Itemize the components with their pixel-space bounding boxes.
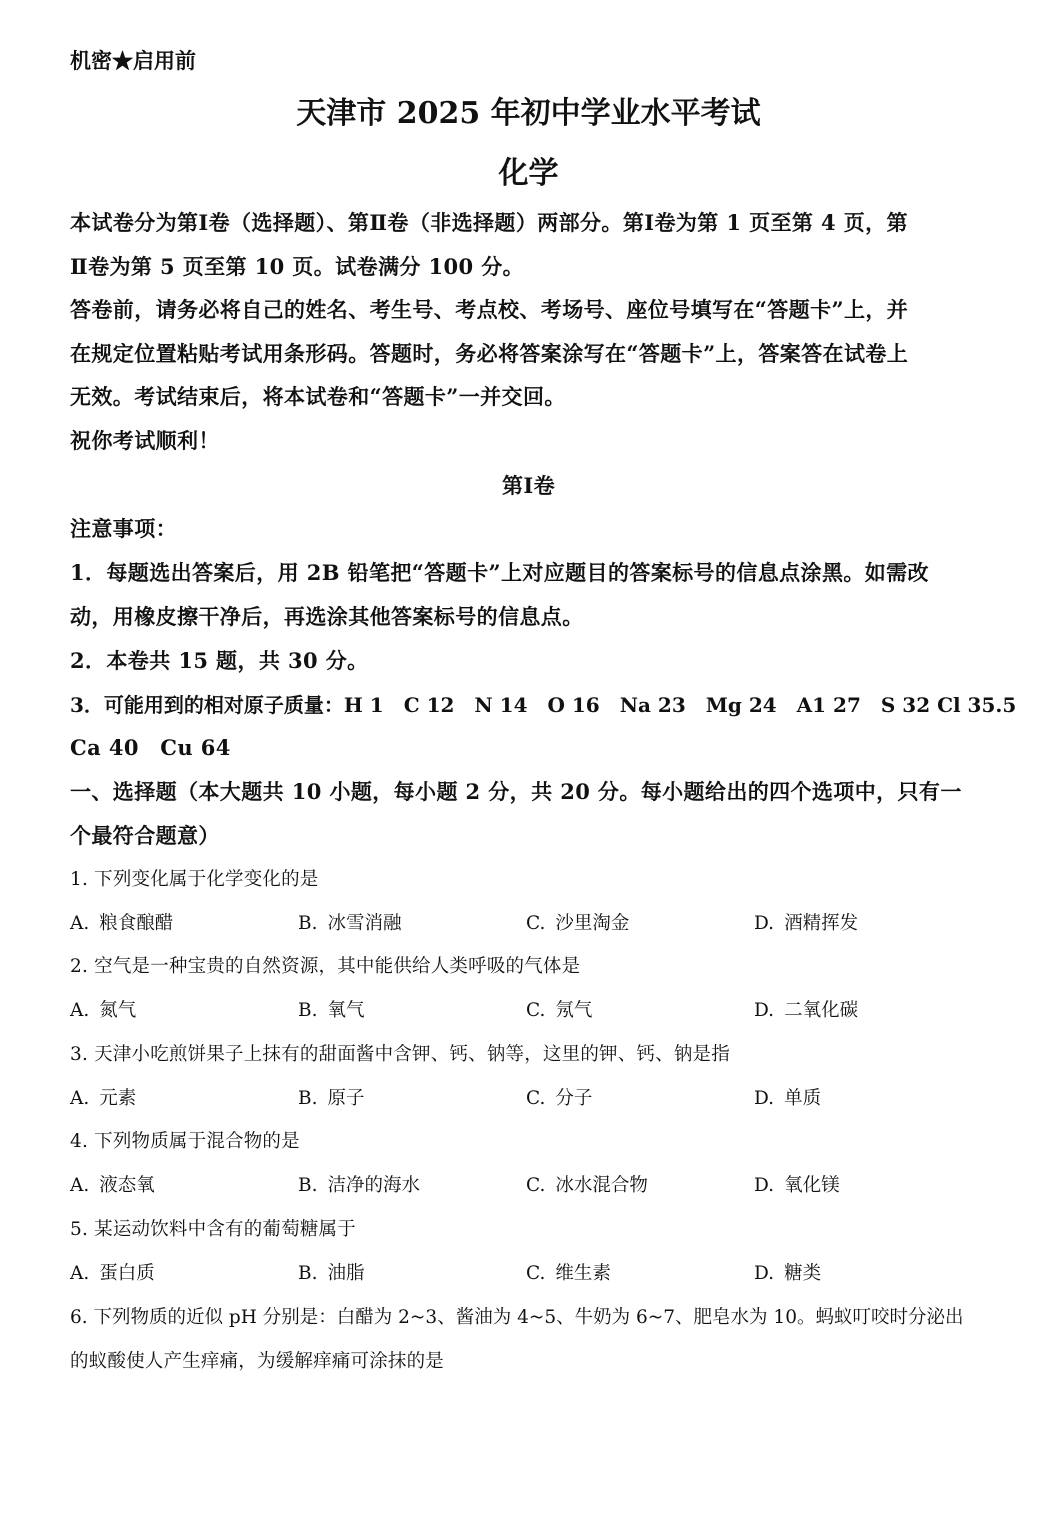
- intro-line: 答卷前，请务必将自己的姓名、考生号、考点校、考场号、座位号填写在“答题卡”上，并: [70, 297, 909, 322]
- option-letter: B.: [298, 1000, 318, 1021]
- option-text: 蛋白质: [99, 1263, 155, 1284]
- option-letter: A.: [70, 1175, 90, 1196]
- option-text: 油脂: [327, 1263, 365, 1284]
- intro-line: Ⅱ卷为第 5 页至第 10 页。试卷满分 100 分。: [70, 254, 525, 279]
- option-text: 氮气: [99, 1000, 137, 1021]
- option-text: 原子: [327, 1088, 365, 1109]
- option-b: [298, 1174, 420, 1198]
- part-title: 个最符合题意）: [70, 823, 220, 848]
- option-letter: B.: [298, 1088, 318, 1109]
- option-text: 酒精挥发: [784, 913, 859, 934]
- note-line: Ca 40 Cu 64: [70, 735, 231, 760]
- option-letter: A.: [70, 1000, 90, 1021]
- option-a: [70, 999, 136, 1023]
- option-letter: D.: [754, 1263, 775, 1284]
- question-stem: 2. 空气是一种宝贵的自然资源，其中能供给人类呼吸的气体是: [70, 956, 581, 977]
- option-d: [754, 912, 858, 936]
- note-line: 3．可能用到的相对原子质量：H 1 C 12 N 14 O 16 Na 23 Mg 24 A1 27 S 32 Cl 35.5: [70, 693, 1017, 717]
- option-letter: A.: [70, 913, 90, 934]
- option-text: 洁净的海水: [327, 1175, 420, 1196]
- question-stem: 3. 天津小吃煎饼果子上抹有的甜面酱中含钾、钙、钠等，这里的钾、钙、钠是指: [70, 1044, 730, 1065]
- note-line: 2．本卷共 15 题，共 30 分。: [70, 648, 369, 673]
- intro-line: 无效。考试结束后，将本试卷和“答题卡”一并交回。: [70, 384, 566, 409]
- exam-title: 天津市 2025 年初中学业水平考试: [296, 96, 761, 131]
- section-heading: 第Ⅰ卷: [501, 473, 556, 498]
- option-letter: D.: [754, 1175, 775, 1196]
- option-letter: D.: [754, 913, 775, 934]
- option-c: [526, 1087, 592, 1111]
- question-stem-continued: 的蚁酸使人产生痒痛，为缓解痒痛可涂抹的是: [70, 1351, 445, 1372]
- confidential-label: 机密★启用前: [70, 48, 196, 73]
- option-text: 氖气: [555, 1000, 593, 1021]
- option-b: [298, 1262, 365, 1286]
- option-letter: A.: [70, 1263, 90, 1284]
- intro-line: 在规定位置粘贴考试用条形码。答题时，务必将答案涂写在“答题卡”上，答案答在试卷上: [70, 341, 909, 366]
- option-c: [526, 999, 592, 1023]
- part-title: 一、选择题（本大题共 10 小题，每小题 2 分，共 20 分。每小题给出的四个选项中，只有一: [70, 779, 962, 804]
- option-letter: C.: [526, 1175, 546, 1196]
- option-a: [70, 1262, 155, 1286]
- note-line: 动，用橡皮擦干净后，再选涂其他答案标号的信息点。: [70, 604, 584, 629]
- option-d: [754, 1087, 821, 1111]
- option-letter: C.: [526, 1263, 546, 1284]
- option-c: [526, 912, 629, 936]
- subject-title: 化学: [498, 156, 559, 191]
- option-b: [298, 1087, 365, 1111]
- option-d: [754, 1174, 840, 1198]
- question-stem: 6. 下列物质的近似 pH 分别是：白醋为 2~3、酱油为 4~5、牛奶为 6~7、肥皂水为 10。蚂蚁叮咬时分泌出: [70, 1307, 964, 1328]
- option-c: [526, 1174, 648, 1198]
- notes-title: 注意事项：: [70, 516, 177, 541]
- note-line: 1．每题选出答案后，用 2B 铅笔把“答题卡”上对应题目的答案标号的信息点涂黑。如需改: [70, 560, 929, 585]
- option-text: 沙里淘金: [555, 913, 630, 934]
- option-letter: B.: [298, 1263, 318, 1284]
- question-stem: 1. 下列变化属于化学变化的是: [70, 869, 319, 890]
- option-text: 粮食酿醋: [99, 913, 174, 934]
- option-letter: C.: [526, 913, 546, 934]
- option-text: 单质: [784, 1088, 822, 1109]
- option-letter: B.: [298, 913, 318, 934]
- option-text: 氧化镁: [784, 1175, 840, 1196]
- option-letter: C.: [526, 1088, 546, 1109]
- option-text: 糖类: [784, 1263, 822, 1284]
- good-luck-line: 祝你考试顺利！: [70, 428, 220, 453]
- option-b: [298, 912, 402, 936]
- intro-line: 本试卷分为第Ⅰ卷（选择题）、第Ⅱ卷（非选择题）两部分。第Ⅰ卷为第 1 页至第 4 页，第: [70, 210, 908, 235]
- option-d: [754, 999, 858, 1023]
- question-stem: 5. 某运动饮料中含有的葡萄糖属于: [70, 1219, 356, 1240]
- option-letter: B.: [298, 1175, 318, 1196]
- option-letter: D.: [754, 1000, 775, 1021]
- option-b: [298, 999, 365, 1023]
- option-text: 维生素: [555, 1263, 611, 1284]
- option-letter: D.: [754, 1088, 775, 1109]
- option-a: [70, 1174, 155, 1198]
- option-text: 冰水混合物: [555, 1175, 648, 1196]
- option-text: 分子: [555, 1088, 593, 1109]
- option-text: 二氧化碳: [784, 1000, 859, 1021]
- option-text: 液态氧: [99, 1175, 155, 1196]
- option-letter: C.: [526, 1000, 546, 1021]
- option-text: 冰雪消融: [327, 913, 402, 934]
- question-stem: 4. 下列物质属于混合物的是: [70, 1131, 300, 1152]
- option-text: 氧气: [327, 1000, 365, 1021]
- option-text: 元素: [99, 1088, 137, 1109]
- option-c: [526, 1262, 611, 1286]
- option-a: [70, 912, 173, 936]
- option-a: [70, 1087, 136, 1111]
- option-letter: A.: [70, 1088, 90, 1109]
- option-d: [754, 1262, 821, 1286]
